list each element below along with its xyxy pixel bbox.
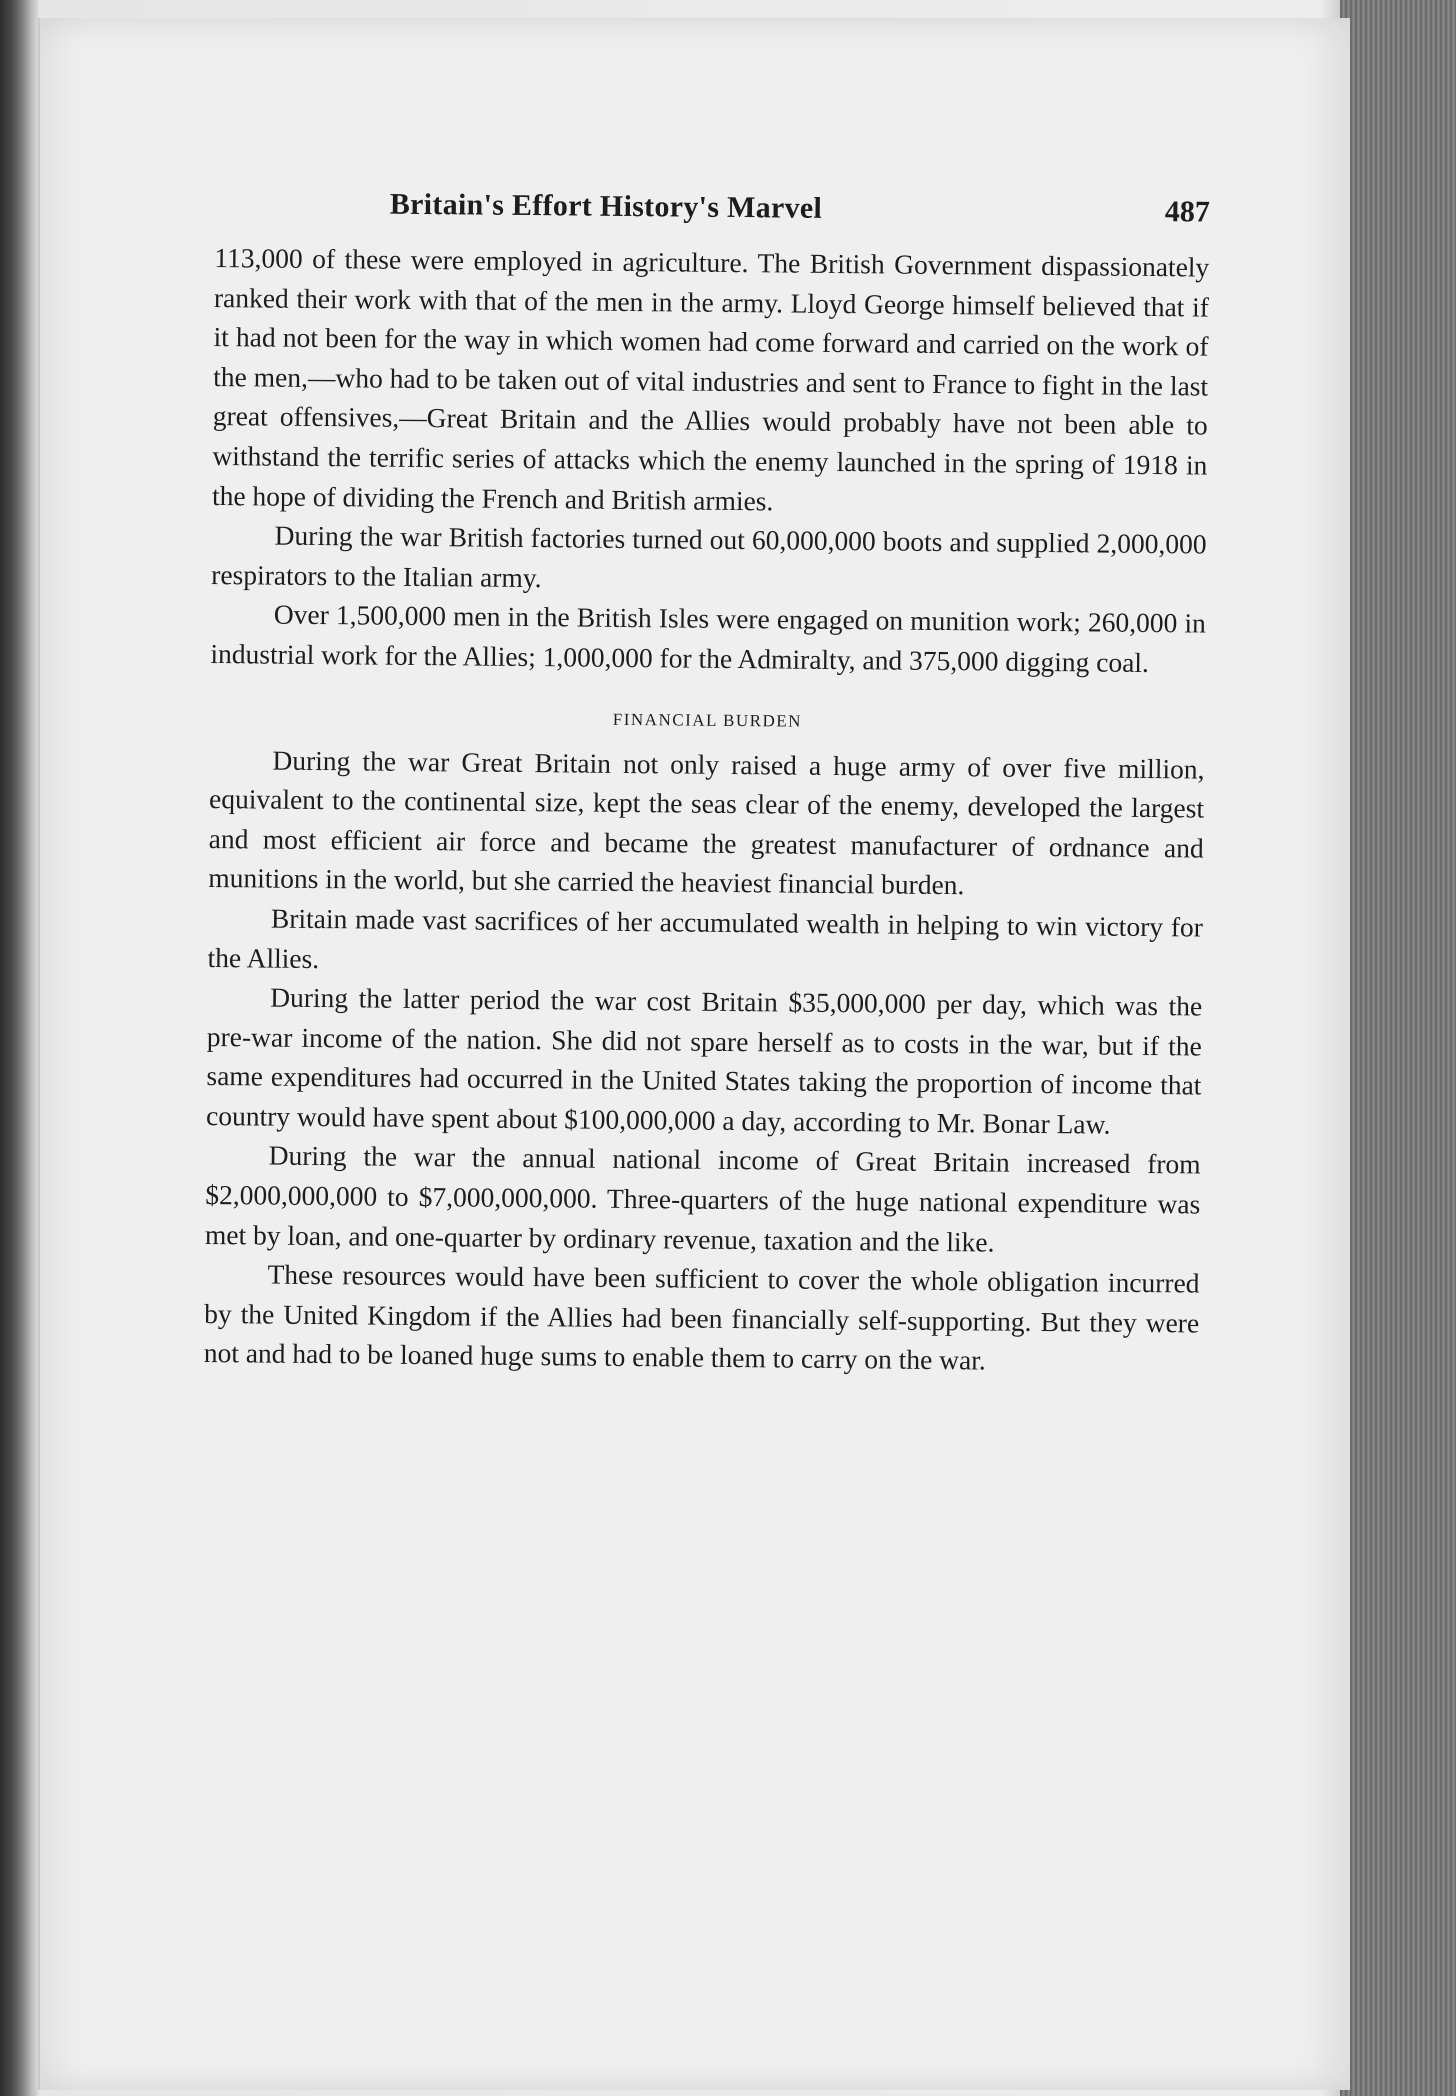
section-heading: FINANCIAL BURDEN: [612, 709, 803, 731]
paragraph-boots: During the war British factories turned out 60,000,000 boots and supplied 2,000,000 respirators to the Italian army.: [211, 519, 1207, 593]
page-text-block: [204, 186, 1210, 1383]
facing-page-edge: [0, 0, 38, 2096]
page-block-edges: [1340, 0, 1456, 2096]
running-title: Britain's Effort History's Marvel: [389, 187, 823, 225]
running-head: [390, 188, 1210, 230]
page-number: 487: [1164, 195, 1210, 229]
paragraph-army: During the war Great Britain not only raised a huge army of over five million, equivalent to the continental size, kept the seas clear of the enemy, developed the largest and most efficient air force and became the greatest manufacturer of ordnance and munitions in the world, but she carried the heaviest financial burden.: [208, 744, 1205, 901]
paragraph-war-cost: During the latter period the war cost Britain $35,000,000 per day, which was the pre-war income of the nation. She did not spare herself as to costs in the war, but if the same expenditures had occurred in the United States taking the proportion of income that country would have spent about $100,000,000 a day, according to Mr. Bonar Law.: [205, 981, 1203, 1140]
paragraph-national-income: During the war the annual national income of Great Britain increased from $2,000,000,000 to $7,000,000,000. Three-quarters of the huge national expenditure was met by loan, and one-quarter by ordinary revenue, taxation and the like.: [204, 1140, 1201, 1258]
book-page: [38, 18, 1350, 2090]
paragraph-agriculture: 113,000 of these were employed in agriculture. The British Government dispassionately ranked their work with that of the men in the army. Lloyd George himself believed that if it had not been for the way in which women had come forward and carried on the work of the men,—who had to be taken out of vital industries and sent to France to fight in the last great offensives,—Great Britain and the Allies would probably have not been able to withstand the terrific series of attacks which the enemy launched in the spring of 1918 in the hope of dividing the French and British armies.: [211, 241, 1210, 516]
paragraph-resources: These resources would have been sufficient to cover the whole obligation incurred by the United Kingdom if the Allies had been financially self-supporting. But they were not and had to be loaned huge sums to enable them to carry on the war.: [203, 1258, 1200, 1376]
paragraph-munition-work: Over 1,500,000 men in the British Isles were engaged on munition work; 260,000 in industrial work for the Allies; 1,000,000 for the Admiralty, and 375,000 digging coal.: [210, 598, 1206, 678]
paragraph-sacrifices: Britain made vast sacrifices of her accumulated wealth in helping to win victory for the Allies.: [207, 902, 1204, 974]
